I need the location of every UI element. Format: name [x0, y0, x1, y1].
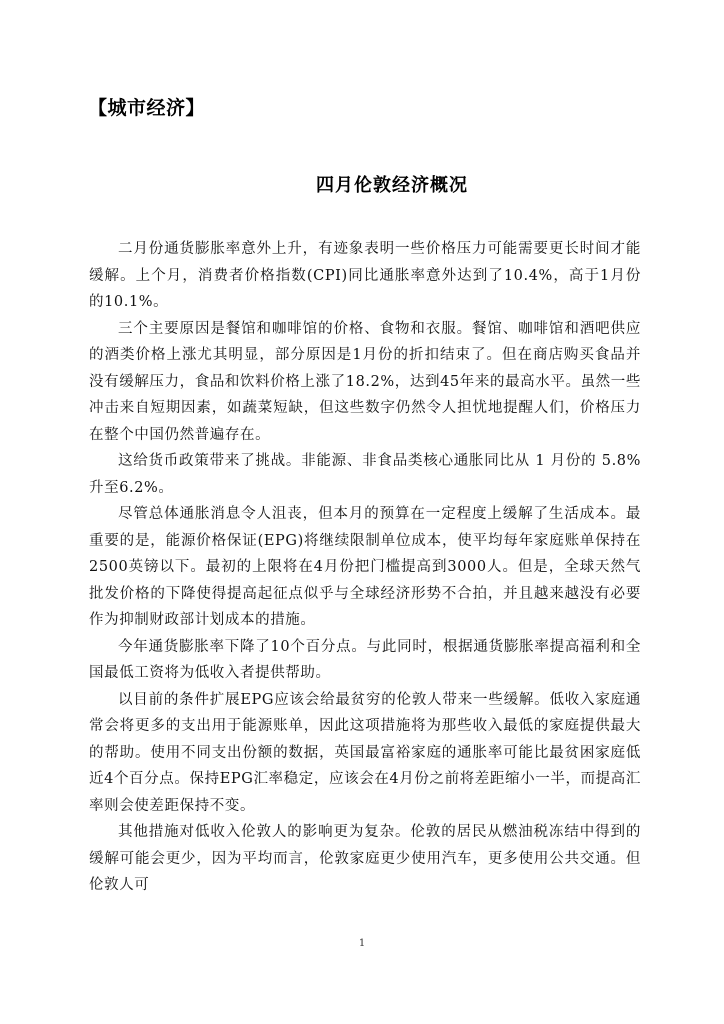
section-label: 【城市经济】: [88, 97, 206, 119]
paragraph-monetary-policy: 这给货币政策带来了挑战。非能源、非食品类核心通胀同比从 1 月份的 5.8%升至6.2%。: [89, 453, 641, 496]
article-body: [89, 236, 641, 899]
paragraph-inflation-decline: 今年通货膨胀率下降了10个百分点。与此同时，根据通货膨胀率提高福利和全国最低工资将为低收入者提供帮助。: [89, 638, 641, 681]
paragraph-other-measures: 其他措施对低收入伦敦人的影响更为复杂。伦敦的居民从燃油税冻结中得到的缓解可能会更少，因为平均而言，伦敦家庭更少使用汽车，更多使用公共交通。但伦敦人可: [89, 824, 641, 893]
paragraph-main-causes: 三个主要原因是餐馆和咖啡馆的价格、食物和衣服。餐馆、咖啡馆和酒吧供应的酒类价格上涨尤其明显，部分原因是1月份的折扣结束了。但在商店购买食品并没有缓解压力，食品和饮料价格上涨了18.2%，达到45年来的最高水平。虽然一些冲击来自短期因素，如蔬菜短缺，但这些数字仍然令人担忧地提醒人们，价格压力在整个中国仍然普遍存在。: [89, 320, 641, 443]
article-title: 四月伦敦经济概况: [316, 175, 468, 196]
paragraph-inflation-rise: 二月份通货膨胀率意外上升，有迹象表明一些价格压力可能需要更长时间才能缓解。上个月，消费者价格指数(CPI)同比通胀率意外达到了10.4%，高于1月份的10.1%。: [89, 241, 641, 310]
page-number: 1: [358, 938, 366, 949]
paragraph-budget-relief: 尽管总体通胀消息令人沮丧，但本月的预算在一定程度上缓解了生活成本。最重要的是，能源价格保证(EPG)将继续限制单位成本，使平均每年家庭账单保持在2500英镑以下。最初的上限将在4月份把门槛提高到3000人。但是，全球天然气批发价格的下降使得提高起征点似乎与全球经济形势不合拍，并且越来越没有必要作为抑制财政部计划成本的措施。: [89, 506, 641, 628]
paragraph-epg-extension: 以目前的条件扩展EPG应该会给最贫穷的伦敦人带来一些缓解。低收入家庭通常会将更多的支出用于能源账单，因此这项措施将为那些收入最低的家庭提供最大的帮助。使用不同支出份额的数据，英国最富裕家庭的通胀率可能比最贫困家庭低近4个百分点。保持EPG汇率稳定，应该会在4月份之前将差距缩小一半，而提高汇率则会使差距保持不变。: [89, 691, 641, 814]
